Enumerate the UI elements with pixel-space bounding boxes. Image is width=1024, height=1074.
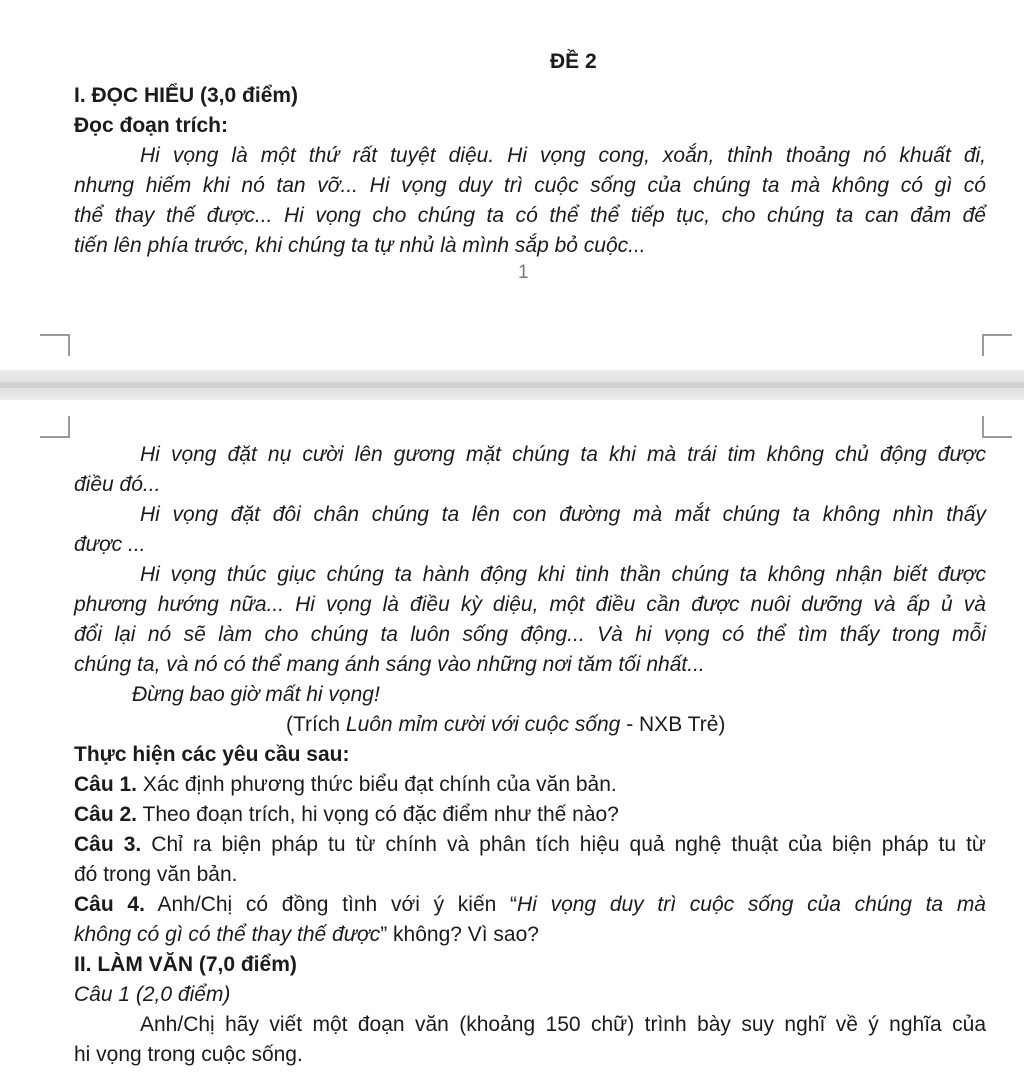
passage-line: phương hướng nữa... Hi vọng là điều kỳ diệu, một điều cần được nuôi dưỡng và ấp ủ và — [74, 593, 986, 616]
question-text: Anh/Chị có đồng tình với ý kiến “ — [144, 893, 518, 916]
passage-line: Hi vọng thúc giục chúng ta hành động khi tinh thần chúng ta không nhận biết được — [140, 563, 986, 586]
margin-corner-mark — [982, 334, 1012, 356]
passage-line: Hi vọng là một thứ rất tuyệt diệu. Hi vọng cong, xoắn, thỉnh thoảng nó khuất đi, — [140, 144, 986, 167]
passage-line: đổi lại nó sẽ làm cho chúng ta luôn sống động... Và hi vọng có thể tìm thấy trong mỗi — [74, 623, 986, 646]
exam-title: ĐỀ 2 — [550, 50, 597, 73]
question-1 — [74, 771, 617, 799]
section-2-title: II. LÀM VĂN (7,0 điểm) — [74, 953, 297, 976]
passage-line: điều đó... — [74, 473, 161, 496]
question-quote: Hi vọng duy trì cuộc sống của chúng ta mà — [517, 893, 986, 916]
essay-question-text: Anh/Chị hãy viết một đoạn văn (khoảng 150 chữ) trình bày suy nghĩ về ý nghĩa của — [140, 1013, 986, 1036]
source-publisher: - NXB Trẻ) — [620, 713, 726, 736]
passage-line: thể thay thế được... Hi vọng cho chúng ta có thể thể tiếp tục, cho chúng ta can đảm để — [74, 204, 986, 227]
question-label: Câu 1. — [74, 773, 138, 796]
margin-corner-mark — [982, 416, 1012, 438]
source-open: (Trích — [286, 713, 346, 736]
document-page-1 — [0, 0, 1024, 370]
passage-line: tiến lên phía trước, khi chúng ta tự nhủ là mình sắp bỏ cuộc... — [74, 234, 646, 257]
section-1-title: I. ĐỌC HIỂU (3,0 điểm) — [74, 84, 299, 107]
margin-corner-mark — [40, 416, 70, 438]
question-label: Câu 3. — [74, 833, 142, 856]
question-quote: không có gì có thể thay thế được — [74, 923, 381, 946]
essay-question-title: Câu 1 (2,0 điểm) — [74, 983, 231, 1006]
question-text: Theo đoạn trích, hi vọng có đặc điểm như thế nào? — [137, 803, 619, 826]
question-label: Câu 2. — [74, 803, 138, 826]
source-book-title: Luôn mỉm cười với cuộc sống — [345, 713, 621, 736]
passage-intro: Đọc đoạn trích: — [74, 114, 229, 137]
question-text: ” không? Vì sao? — [380, 923, 539, 946]
tasks-title: Thực hiện các yêu cầu sau: — [74, 743, 350, 766]
question-2 — [74, 801, 619, 829]
question-4-continued — [74, 921, 539, 949]
question-label: Câu 4. — [74, 893, 145, 916]
passage-line: Hi vọng đặt đôi chân chúng ta lên con đường mà mắt chúng ta không nhìn thấy — [140, 503, 986, 526]
passage-closing-line: Đừng bao giờ mất hi vọng! — [132, 683, 380, 706]
question-3 — [74, 831, 986, 859]
question-4 — [74, 891, 986, 919]
page-break-separator — [0, 370, 1024, 400]
passage-line: được ... — [74, 533, 146, 556]
question-3-continued: đó trong văn bản. — [74, 863, 238, 886]
passage-line: chúng ta, và nó có thể mang ánh sáng vào những nơi tăm tối nhất... — [74, 653, 705, 676]
passage-source — [286, 711, 725, 739]
margin-corner-mark — [40, 334, 70, 356]
passage-line: Hi vọng đặt nụ cười lên gương mặt chúng ta khi mà trái tim không chủ động được — [140, 443, 986, 466]
page-number: 1 — [518, 262, 529, 283]
passage-line: nhưng hiếm khi nó tan vỡ... Hi vọng duy trì cuộc sống của chúng ta mà không có gì có — [74, 174, 986, 197]
question-text: Xác định phương thức biểu đạt chính của văn bản. — [137, 773, 617, 796]
essay-question-text: hi vọng trong cuộc sống. — [74, 1043, 303, 1066]
question-text: Chỉ ra biện pháp tu từ chính và phân tích hiệu quả nghệ thuật của biện pháp tu từ — [141, 833, 986, 856]
